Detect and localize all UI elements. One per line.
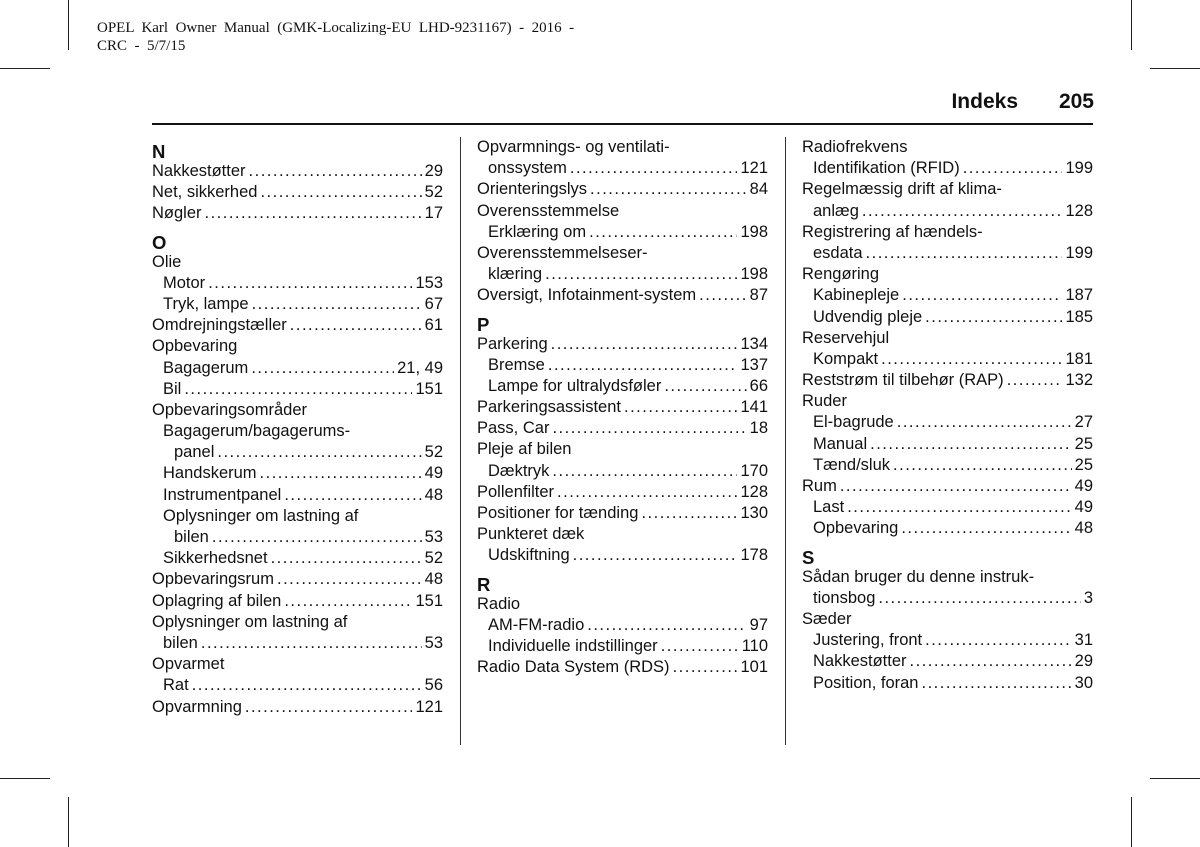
index-entry-term: Positioner for tænding bbox=[477, 504, 639, 522]
index-entry-page: 130 bbox=[740, 504, 768, 522]
dot-leader bbox=[1007, 370, 1063, 391]
index-entry-term: Udskiftning bbox=[488, 546, 570, 565]
index-entry-page: 3 bbox=[1083, 588, 1093, 607]
index-entry bbox=[477, 264, 768, 285]
index-entry bbox=[802, 349, 1093, 370]
index-entry-page: 52 bbox=[424, 443, 443, 462]
dot-leader bbox=[249, 161, 422, 182]
index-entry-page: 128 bbox=[1065, 201, 1093, 220]
index-entry bbox=[477, 524, 768, 545]
index-entry-page: 137 bbox=[740, 355, 768, 374]
index-entry-term: Kompakt bbox=[813, 349, 879, 368]
index-entry-term: panel bbox=[174, 443, 215, 462]
dot-leader bbox=[217, 442, 421, 463]
index-entry-term: Radio bbox=[477, 594, 521, 613]
index-entry-term: Last bbox=[813, 498, 845, 517]
index-entry-page: 132 bbox=[1065, 371, 1093, 390]
index-entry-term: Opbevaring bbox=[813, 519, 899, 538]
document-info-line: CRC - 5/7/15 bbox=[97, 38, 186, 54]
index-entry-term: Bremse bbox=[488, 355, 545, 374]
index-letter-heading: R bbox=[477, 573, 491, 595]
index-entry-page: 53 bbox=[424, 633, 443, 652]
index-entry bbox=[152, 182, 443, 203]
dot-leader bbox=[866, 243, 1063, 264]
index-entry-page: 66 bbox=[749, 376, 768, 395]
index-entry bbox=[802, 243, 1093, 264]
index-entry bbox=[802, 412, 1093, 433]
index-entry-page: 199 bbox=[1065, 159, 1093, 178]
index-entry bbox=[152, 379, 443, 400]
dot-leader bbox=[925, 630, 1072, 651]
index-entry-term: Overensstemmelseser- bbox=[477, 243, 648, 262]
index-entry-term: Lampe for ultralydsføler bbox=[488, 376, 662, 395]
dot-leader bbox=[260, 463, 422, 484]
index-entry-term: Tryk, lampe bbox=[163, 294, 249, 313]
index-entry bbox=[152, 421, 443, 442]
index-entry-page: 141 bbox=[740, 398, 768, 417]
index-entry bbox=[152, 442, 443, 463]
dot-leader bbox=[901, 518, 1071, 539]
crop-mark bbox=[1131, 797, 1132, 847]
index-entry-page: 181 bbox=[1065, 349, 1093, 368]
index-entry bbox=[477, 482, 768, 503]
index-entry-term: Manual bbox=[813, 434, 868, 453]
index-entry bbox=[802, 328, 1093, 349]
index-entry-term: Opvarmet bbox=[152, 655, 225, 674]
index-entry-term: Oversigt, Infotainment-system bbox=[477, 286, 697, 305]
index-entry bbox=[802, 434, 1093, 455]
index-entry-page: 49 bbox=[424, 464, 443, 483]
index-entry bbox=[152, 273, 443, 294]
index-column-2 bbox=[477, 137, 768, 678]
index-entry bbox=[802, 158, 1093, 179]
index-entry bbox=[477, 376, 768, 397]
index-entry bbox=[152, 612, 443, 633]
dot-leader bbox=[192, 675, 422, 696]
index-entry-term: Registrering af hændels- bbox=[802, 222, 983, 241]
index-entry-term: Omdrejningstæller bbox=[152, 316, 287, 335]
dot-leader bbox=[205, 203, 422, 224]
dot-leader bbox=[212, 527, 422, 548]
index-entry-page: 170 bbox=[740, 461, 768, 480]
index-entry bbox=[477, 201, 768, 222]
index-entry bbox=[477, 418, 768, 439]
index-entry-term: Net, sikkerhed bbox=[152, 183, 258, 202]
index-entry-page: 25 bbox=[1074, 455, 1093, 474]
index-entry-page: 84 bbox=[749, 180, 768, 199]
dot-leader bbox=[570, 158, 738, 179]
index-entry-term: Bagagerum/bagagerums- bbox=[163, 422, 351, 441]
index-entry-page: 198 bbox=[740, 265, 768, 284]
index-entry-page: 134 bbox=[740, 334, 768, 353]
index-entry bbox=[152, 161, 443, 182]
dot-leader bbox=[284, 591, 412, 612]
index-entry bbox=[802, 370, 1093, 391]
index-entry bbox=[152, 485, 443, 506]
index-entry-term: Bil bbox=[163, 379, 182, 398]
crop-mark bbox=[68, 797, 69, 847]
dot-leader bbox=[208, 273, 412, 294]
crop-mark bbox=[68, 0, 69, 50]
dot-leader bbox=[290, 315, 422, 336]
dot-leader bbox=[589, 222, 737, 243]
index-entry bbox=[802, 609, 1093, 630]
index-entry-term: AM-FM-radio bbox=[488, 615, 585, 634]
index-entry bbox=[477, 657, 768, 678]
index-entry-term: anlæg bbox=[813, 201, 859, 220]
index-entry-term: onssystem bbox=[488, 159, 567, 178]
index-entry-term: Olie bbox=[152, 252, 182, 271]
dot-leader bbox=[897, 412, 1072, 433]
dot-leader bbox=[925, 307, 1062, 328]
index-entry-term: Rum bbox=[802, 477, 837, 495]
index-entry bbox=[802, 476, 1093, 497]
index-entry bbox=[477, 158, 768, 179]
index-entry-page: 48 bbox=[424, 485, 443, 504]
index-entry-page: 67 bbox=[424, 294, 443, 313]
dot-leader bbox=[840, 476, 1072, 497]
index-entry bbox=[477, 503, 768, 524]
header-rule bbox=[152, 123, 1093, 125]
index-entry bbox=[802, 651, 1093, 672]
index-entry bbox=[477, 636, 768, 657]
index-entry bbox=[477, 439, 768, 460]
dot-leader bbox=[545, 264, 737, 285]
index-entry bbox=[477, 461, 768, 482]
dot-leader bbox=[573, 545, 738, 566]
index-entry bbox=[802, 222, 1093, 243]
index-entry-term: Kabinepleje bbox=[813, 286, 900, 305]
index-entry-term: tionsbog bbox=[813, 588, 876, 607]
page-number: 205 bbox=[1058, 90, 1094, 113]
index-entry-term: Rat bbox=[163, 676, 189, 695]
index-entry-page: 56 bbox=[424, 676, 443, 695]
index-entry bbox=[152, 203, 443, 224]
index-entry-page: 29 bbox=[1074, 652, 1093, 671]
dot-leader bbox=[590, 179, 747, 200]
index-entry-page: 29 bbox=[424, 162, 443, 180]
index-entry-term: Opbevaringsrum bbox=[152, 570, 274, 589]
crop-mark bbox=[0, 778, 50, 779]
column-divider bbox=[785, 137, 786, 745]
dot-leader bbox=[881, 349, 1062, 370]
index-entry bbox=[802, 567, 1093, 588]
index-entry-term: Bagagerum bbox=[163, 358, 249, 377]
index-entry-term: Identifikation (RFID) bbox=[813, 159, 960, 178]
index-entry-term: bilen bbox=[163, 633, 198, 652]
index-entry-term: esdata bbox=[813, 243, 863, 262]
index-entry-term: Reststrøm til tilbehør (RAP) bbox=[802, 371, 1004, 390]
index-entry-term: Nøgler bbox=[152, 204, 202, 223]
index-entry-term: Individuelle indstillinger bbox=[488, 636, 658, 655]
index-entry-term: Overensstemmelse bbox=[477, 201, 620, 220]
index-entry-page: 97 bbox=[749, 615, 768, 634]
index-entry-term: Opbevaringsområder bbox=[152, 400, 307, 419]
index-entry bbox=[477, 594, 768, 615]
crop-mark bbox=[1131, 0, 1132, 50]
index-entry-term: Handskerum bbox=[163, 464, 257, 483]
dot-leader bbox=[552, 461, 737, 482]
index-entry-term: Tænd/sluk bbox=[813, 455, 891, 474]
index-entry bbox=[802, 673, 1093, 694]
dot-leader bbox=[878, 588, 1080, 609]
index-entry bbox=[802, 455, 1093, 476]
index-entry-term: Erklæring om bbox=[488, 222, 587, 241]
index-entry-term: Rengøring bbox=[802, 265, 880, 284]
index-entry-term: Pleje af bilen bbox=[477, 440, 572, 459]
index-entry bbox=[802, 391, 1093, 412]
index-entry-page: 121 bbox=[740, 159, 768, 178]
dot-leader bbox=[963, 158, 1063, 179]
index-entry bbox=[152, 654, 443, 675]
dot-leader bbox=[910, 651, 1072, 672]
index-entry-term: Dæktryk bbox=[488, 461, 550, 480]
index-entry-page: 110 bbox=[741, 636, 768, 655]
index-entry-term: Udvendig pleje bbox=[813, 307, 923, 326]
index-entry bbox=[477, 137, 768, 158]
index-entry-term: El-bagrude bbox=[813, 413, 894, 432]
dot-leader bbox=[902, 285, 1062, 306]
index-entry-page: 101 bbox=[740, 658, 768, 677]
index-entry-term: Oplysninger om lastning af bbox=[152, 612, 348, 631]
index-column-1 bbox=[152, 137, 443, 718]
index-entry-page: 121 bbox=[415, 697, 443, 716]
index-entry bbox=[802, 285, 1093, 306]
column-divider bbox=[460, 137, 461, 745]
document-info-line: OPEL Karl Owner Manual (GMK-Localizing-EU LHD-9231167) - 2016 - bbox=[97, 20, 575, 36]
index-entry-term: Motor bbox=[163, 273, 206, 292]
index-entry bbox=[477, 397, 768, 418]
index-entry bbox=[152, 591, 443, 612]
index-entry-page: 48 bbox=[424, 570, 443, 589]
index-entry-term: Radiofrekvens bbox=[802, 138, 908, 156]
index-entry-term: Oplysninger om lastning af bbox=[163, 506, 359, 525]
index-entry bbox=[152, 463, 443, 484]
index-entry-term: Sæder bbox=[802, 609, 852, 628]
index-entry-term: klæring bbox=[488, 265, 543, 284]
index-entry bbox=[477, 285, 768, 306]
index-entry bbox=[802, 518, 1093, 539]
index-entry-term: Parkeringsassistent bbox=[477, 398, 621, 417]
dot-leader bbox=[641, 503, 737, 524]
dot-leader bbox=[862, 201, 1063, 222]
index-entry bbox=[152, 675, 443, 696]
index-entry-page: 199 bbox=[1065, 243, 1093, 262]
crop-mark bbox=[1150, 778, 1200, 779]
index-entry bbox=[152, 633, 443, 654]
index-entry-term: Position, foran bbox=[813, 673, 919, 692]
dot-leader bbox=[277, 569, 422, 590]
index-entry bbox=[152, 506, 443, 527]
index-column-3 bbox=[802, 137, 1093, 694]
index-entry-term: Sikkerhedsnet bbox=[163, 549, 268, 568]
index-entry-page: 198 bbox=[740, 222, 768, 241]
index-entry-term: Oplagring af bilen bbox=[152, 591, 282, 610]
index-entry bbox=[802, 201, 1093, 222]
index-entry-page: 49 bbox=[1074, 477, 1093, 495]
index-entry bbox=[477, 243, 768, 264]
index-entry bbox=[152, 294, 443, 315]
index-entry-term: Reservehjul bbox=[802, 328, 890, 347]
index-entry-term: Ruder bbox=[802, 392, 847, 411]
index-entry-page: 17 bbox=[424, 204, 443, 223]
index-entry-page: 128 bbox=[740, 482, 768, 501]
index-entry-term: Nakkestøtter bbox=[813, 652, 907, 671]
index-letter-heading: P bbox=[477, 313, 490, 335]
index-entry-term: Pass, Car bbox=[477, 419, 550, 438]
index-entry-page: 52 bbox=[424, 183, 443, 202]
dot-leader bbox=[587, 615, 746, 636]
index-entry bbox=[152, 336, 443, 357]
index-entry-term: Opvarmnings- og ventilati- bbox=[477, 138, 670, 156]
index-entry-page: 27 bbox=[1074, 413, 1093, 432]
page-title: Indeks bbox=[951, 90, 1018, 113]
index-entry-page: 151 bbox=[415, 379, 443, 398]
dot-leader bbox=[252, 294, 422, 315]
index-entry-term: Instrumentpanel bbox=[163, 485, 282, 504]
index-entry-page: 178 bbox=[740, 546, 768, 565]
dot-leader bbox=[251, 358, 394, 379]
index-entry-page: 187 bbox=[1065, 286, 1093, 305]
index-entry-page: 25 bbox=[1074, 434, 1093, 453]
dot-leader bbox=[664, 376, 746, 397]
index-entry-term: Nakkestøtter bbox=[152, 162, 246, 180]
index-entry-page: 151 bbox=[415, 591, 443, 610]
index-entry-page: 185 bbox=[1065, 307, 1093, 326]
index-entry-term: Regelmæssig drift af klima- bbox=[802, 180, 1002, 199]
index-entry bbox=[802, 137, 1093, 158]
index-entry-page: 49 bbox=[1074, 498, 1093, 517]
document-info bbox=[97, 19, 574, 55]
dot-leader bbox=[870, 434, 1072, 455]
index-entry-term: Orienteringslys bbox=[477, 180, 588, 199]
index-entry-page: 52 bbox=[424, 549, 443, 568]
index-entry-term: Pollenfilter bbox=[477, 482, 555, 501]
index-entry bbox=[802, 588, 1093, 609]
index-entry-term: Radio Data System (RDS) bbox=[477, 658, 670, 677]
index-entry-page: 53 bbox=[424, 528, 443, 546]
dot-leader bbox=[699, 285, 746, 306]
index-entry-term: Opvarmning bbox=[152, 697, 242, 716]
index-entry-page: 48 bbox=[1074, 519, 1093, 538]
dot-leader bbox=[552, 418, 746, 439]
index-entry-page: 31 bbox=[1074, 631, 1093, 650]
index-entry bbox=[152, 358, 443, 379]
index-entry bbox=[477, 334, 768, 355]
index-letter-heading: O bbox=[152, 231, 167, 253]
index-entry-page: 30 bbox=[1074, 673, 1093, 692]
dot-leader bbox=[260, 182, 421, 203]
dot-leader bbox=[548, 355, 738, 376]
dot-leader bbox=[201, 633, 422, 654]
index-entry-term: Punkteret dæk bbox=[477, 525, 585, 544]
index-entry-page: 21, 49 bbox=[397, 358, 443, 377]
dot-leader bbox=[624, 397, 737, 418]
index-entry bbox=[477, 615, 768, 636]
index-entry-page: 61 bbox=[424, 316, 443, 335]
dot-leader bbox=[893, 455, 1072, 476]
index-entry-term: Parkering bbox=[477, 334, 548, 353]
dot-leader bbox=[921, 673, 1071, 694]
dot-leader bbox=[284, 485, 421, 506]
index-entry bbox=[477, 355, 768, 376]
index-entry bbox=[477, 179, 768, 200]
dot-leader bbox=[245, 697, 413, 718]
crop-mark bbox=[1150, 68, 1200, 69]
index-entry-term: Sådan bruger du denne instruk- bbox=[802, 567, 1035, 586]
index-entry bbox=[152, 527, 443, 548]
index-entry bbox=[152, 252, 443, 273]
index-entry-term: Opbevaring bbox=[152, 337, 238, 356]
dot-leader bbox=[661, 636, 739, 657]
index-letter-heading: S bbox=[802, 546, 815, 568]
dot-leader bbox=[271, 548, 422, 569]
dot-leader bbox=[847, 497, 1071, 518]
index-entry bbox=[152, 548, 443, 569]
index-entry bbox=[802, 264, 1093, 285]
index-entry bbox=[802, 307, 1093, 328]
index-entry bbox=[802, 630, 1093, 651]
index-entry bbox=[152, 400, 443, 421]
index-entry-term: bilen bbox=[174, 528, 209, 546]
index-entry bbox=[152, 315, 443, 336]
index-entry-page: 18 bbox=[749, 419, 768, 438]
dot-leader bbox=[184, 379, 412, 400]
index-entry-page: 153 bbox=[415, 273, 443, 292]
index-letter-heading: N bbox=[152, 141, 166, 162]
index-entry bbox=[477, 222, 768, 243]
index-entry-page: 87 bbox=[749, 286, 768, 305]
dot-leader bbox=[673, 657, 738, 678]
crop-mark bbox=[0, 68, 50, 69]
index-entry bbox=[802, 497, 1093, 518]
index-entry-term: Justering, front bbox=[813, 631, 923, 650]
dot-leader bbox=[557, 482, 737, 503]
index-entry bbox=[802, 179, 1093, 200]
dot-leader bbox=[551, 334, 738, 355]
index-entry bbox=[477, 545, 768, 566]
index-entry bbox=[152, 569, 443, 590]
index-entry bbox=[152, 697, 443, 718]
